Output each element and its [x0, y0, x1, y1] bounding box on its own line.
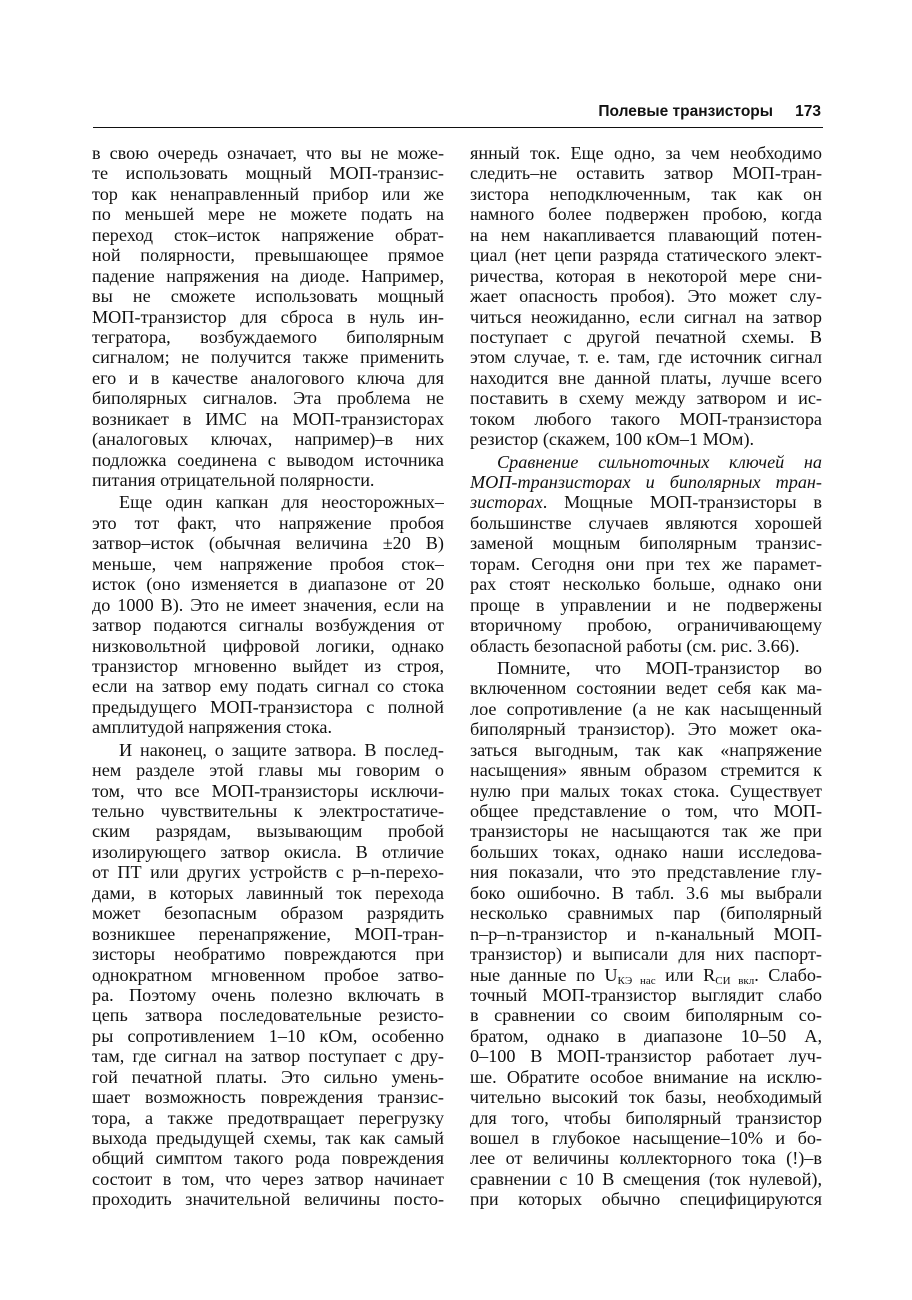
- text-line: дами, в которых лавинный ток перехода: [92, 882, 444, 903]
- text-line: в сравнении со своим биполярным со-: [470, 1005, 822, 1026]
- text-line: [470, 965, 822, 985]
- text-line: поступает с другой печатной схемы. В: [470, 326, 822, 347]
- text-line: изолирующего затвор окисла. В отличие: [92, 841, 444, 862]
- text-line: лее от величины коллекторного тока (!)–в: [470, 1148, 822, 1169]
- text-line: область безопасной работы (см. рис. 3.66).: [470, 635, 800, 656]
- text-line: общий симптом такого рода повреждения: [92, 1148, 444, 1169]
- text-line: током любого такого МОП-транзистора: [470, 408, 822, 429]
- text-line: низковольтной цифровой логики, однако: [92, 635, 444, 656]
- left-text-column: [92, 143, 444, 1210]
- text-line: питания отрицательной полярности.: [92, 470, 375, 490]
- text-line: возникшее перенапряжение, МОП-тран-: [92, 923, 444, 944]
- text-line: находится вне данной платы, лучше всего: [470, 367, 822, 388]
- line-fragment: КЭ нас: [617, 974, 656, 985]
- line-fragment: СИ вкл: [715, 974, 755, 985]
- line-fragment: . Слабо-: [754, 964, 822, 985]
- text-line: включенном состоянии ведет себя как ма-: [470, 678, 822, 699]
- text-line: МОП-транзистор для сброса в нуль ин-: [92, 306, 444, 327]
- text-line: читься неожиданно, если сигнал на затвор: [470, 306, 822, 327]
- text-line: точный МОП-транзистор выглядит слабо: [470, 984, 822, 1005]
- page-number: 173: [795, 103, 821, 120]
- text-line: поставить в схему между затвором и ис-: [470, 388, 822, 409]
- text-line: амплитудой напряжения стока.: [92, 717, 332, 738]
- text-line: при которых обычно специфицируются: [470, 1189, 822, 1210]
- text-line: том, что все МОП-транзисторы исключи-: [92, 780, 444, 801]
- text-line: чительно высокий ток базы, необходимый: [470, 1087, 822, 1108]
- line-fragment: зисторах: [470, 492, 543, 513]
- text-line: большинстве случаев являются хорошей: [470, 512, 822, 533]
- text-line: насыщения» явным образом стремится к: [470, 760, 822, 781]
- text-line: затвор–исток (обычная величина ±20 В): [92, 533, 444, 554]
- text-line: возникает в ИМС на МОП-транзисторах: [92, 408, 444, 429]
- text-line: тора, а также предотвращает перегрузку: [92, 1107, 444, 1128]
- text-line: Сравнение сильноточных ключей на: [497, 451, 822, 472]
- text-line: n–p–n-транзистор и n-канальный МОП-: [470, 923, 822, 944]
- right-text-column: [470, 143, 822, 1210]
- text-line: в свою очередь означает, что вы не може-: [92, 143, 444, 163]
- text-line: ния показали, что это представление глу-: [470, 862, 822, 883]
- line-fragment: . Мощные МОП-транзисторы в: [542, 492, 822, 513]
- text-line: нулю при малых токах стока. Существует: [470, 780, 822, 801]
- text-line: жает опасность пробоя). Это может слу-: [470, 286, 822, 307]
- text-line: Еще один капкан для неосторожных–: [119, 492, 444, 513]
- text-line: его и в качестве аналогового ключа для: [92, 367, 444, 388]
- text-line: ра. Поэтому очень полезно включать в: [92, 984, 444, 1005]
- text-line: (аналоговых ключах, например)–в них: [92, 429, 444, 450]
- running-header: [93, 101, 823, 128]
- text-line: тельно чувствительны к электростатиче-: [92, 801, 444, 821]
- text-line: однократном мгновенном пробое затво-: [92, 964, 444, 985]
- text-line: это тот факт, что напряжение пробоя: [92, 512, 444, 533]
- text-line: вы не сможете использовать мощный: [92, 286, 444, 307]
- text-line: тор как ненаправленный прибор или же: [92, 183, 444, 204]
- text-line: гой печатной платы. Это сильно умень-: [92, 1066, 444, 1087]
- text-line: И наконец, о защите затвора. В послед-: [119, 739, 444, 760]
- text-line: МОП-транзисторах и биполярных тран-: [470, 472, 822, 492]
- text-line: тегратора, возбуждаемого биполярным: [92, 326, 444, 347]
- text-line: ной полярности, превышающее прямое: [92, 245, 444, 266]
- text-line: там, где сигнал на затвор поступает с дру-: [92, 1046, 444, 1067]
- text-line: биполярный транзистор). Это может ока-: [470, 719, 822, 740]
- text-line: сигналом; не получится также применить: [92, 347, 444, 368]
- text-line: общее представление о том, что МОП-: [470, 801, 822, 821]
- text-line: [470, 492, 822, 512]
- text-line: может безопасным образом разрядить: [92, 903, 444, 924]
- text-line: резистор (скажем, 100 кОм–1 МОм).: [470, 429, 755, 450]
- text-line: меньше, чем напряжение пробоя сток–: [92, 553, 444, 574]
- text-line: Помните, что МОП-транзистор во: [497, 657, 822, 678]
- text-line: падение напряжения на диоде. Например,: [92, 265, 444, 286]
- text-line: вторичному пробою, ограничивающему: [470, 615, 822, 636]
- text-line: нем разделе этой главы мы говорим о: [92, 760, 444, 781]
- text-line: следить–не оставить затвор МОП-тран-: [470, 163, 822, 184]
- text-line: транзистор) и выписали для них паспорт-: [470, 944, 822, 965]
- text-line: сравнении с 10 В смещения (ток нулевой),: [470, 1168, 822, 1189]
- text-line: транзисторы не насыщаются так же при: [470, 821, 822, 842]
- text-line: состоит в том, что через затвор начинает: [92, 1168, 444, 1189]
- text-line: лое сопротивление (а не как насыщенный: [470, 698, 822, 719]
- text-line: ры сопротивлением 1–10 кОм, особенно: [92, 1025, 444, 1046]
- text-line: если на затвор ему подать сигнал со стока: [92, 676, 444, 697]
- text-line: биполярных сигналов. Эта проблема не: [92, 388, 444, 409]
- text-line: цепь затвора последовательные резисто-: [92, 1005, 444, 1026]
- text-line: циал (нет цепи разряда статического элект-: [470, 245, 822, 266]
- text-line: затвор подаются сигналы возбуждения от: [92, 615, 444, 636]
- text-line: торам. Сегодня они при тех же парамет-: [470, 553, 822, 574]
- text-line: боко ошибочно. В табл. 3.6 мы выбрали: [470, 882, 822, 903]
- text-line: ским разрядам, вызывающим пробой: [92, 821, 444, 842]
- text-line: несколько сравнимых пар (биполярный: [470, 903, 822, 924]
- line-fragment: или R: [655, 964, 716, 985]
- text-line: проще в управлении и не подвержены: [470, 594, 822, 615]
- text-line: исток (оно изменяется в диапазоне от 20: [92, 574, 444, 595]
- section-title: Полевые транзисторы: [598, 103, 773, 120]
- text-line: намного более подвержен пробою, когда: [470, 204, 822, 225]
- text-line: от ПТ или других устройств с p–n-перехо-: [92, 862, 444, 883]
- text-line: рах стоят несколько больше, однако они: [470, 574, 822, 595]
- text-line: проходить значительной величины посто-: [92, 1189, 444, 1210]
- text-line: транзистор мгновенно выйдет из строя,: [92, 655, 444, 676]
- text-line: те использовать мощный МОП-транзис-: [92, 163, 444, 184]
- text-line: зисторы необратимо повреждаются при: [92, 944, 444, 965]
- text-line: предыдущего МОП-транзистора с полной: [92, 696, 444, 717]
- text-line: для того, чтобы биполярный транзистор: [470, 1107, 822, 1128]
- text-line: зистора неподключенным, так как он: [470, 183, 822, 204]
- text-line: переход сток–исток напряжение обрат-: [92, 224, 444, 245]
- text-line: 0–100 В МОП-транзистор работает луч-: [470, 1046, 822, 1067]
- text-line: выхода предыдущей схемы, так как самый: [92, 1128, 444, 1148]
- text-line: братом, однако в диапазоне 10–50 А,: [470, 1025, 822, 1046]
- text-line: на нем накапливается плавающий потен-: [470, 224, 822, 245]
- text-line: подложка соединена с выводом источника: [92, 449, 444, 470]
- text-line: ше. Обратите особое внимание на исклю-: [470, 1066, 822, 1087]
- text-line: этом случае, т. е. там, где источник сигнал: [470, 347, 822, 368]
- text-line: заменой мощным биполярным транзис-: [470, 533, 822, 554]
- text-line: вошел в глубокое насыщение–10% и бо-: [470, 1128, 822, 1148]
- text-line: янный ток. Еще одно, за чем необходимо: [470, 143, 822, 163]
- text-line: ричества, которая в некоторой мере сни-: [470, 265, 822, 286]
- text-line: больших токах, однако наши исследова-: [470, 841, 822, 862]
- text-line: заться выгодным, так как «напряжение: [470, 739, 822, 760]
- text-line: до 1000 В). Это не имеет значения, если на: [92, 594, 444, 615]
- text-line: по меньшей мере не можете подать на: [92, 204, 444, 225]
- text-line: шает возможность повреждения транзис-: [92, 1087, 444, 1108]
- line-fragment: ные данные по U: [470, 964, 618, 985]
